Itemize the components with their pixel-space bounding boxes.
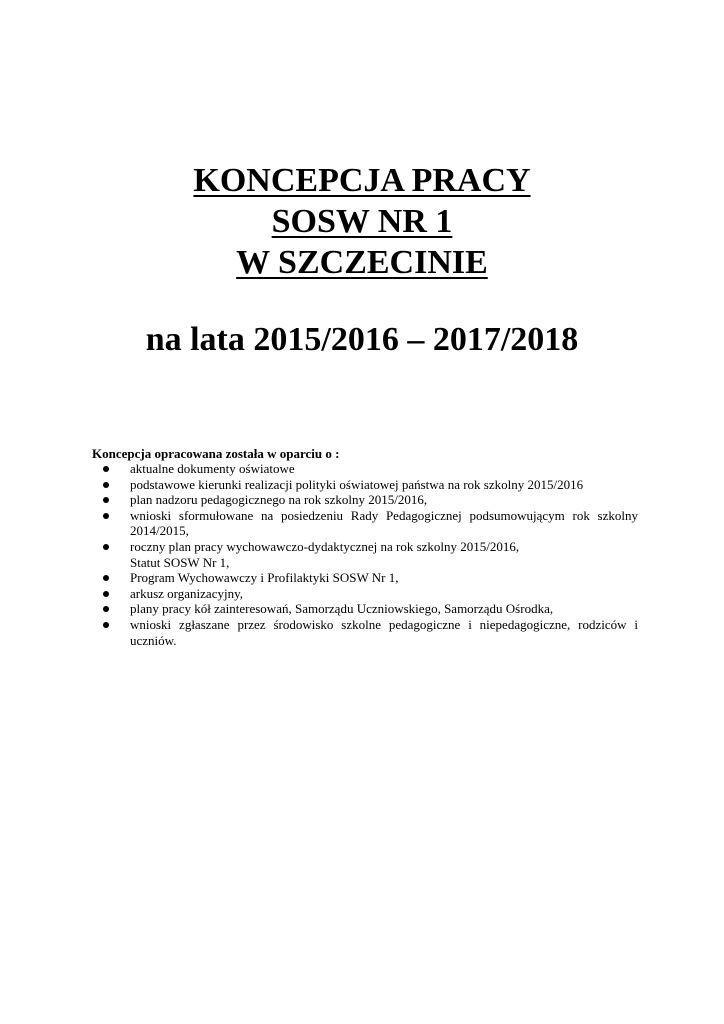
bullet-icon	[103, 466, 109, 472]
document-title	[0, 160, 724, 283]
title-line-text: KONCEPCJA PRACY	[193, 162, 531, 199]
list-item-text: podstawowe kierunki realizacji polityki oświatowej państwa na rok szkolny 2015/2016	[130, 476, 584, 492]
title-line	[0, 160, 724, 201]
list-item-text: plany pracy kół zainteresowań, Samorządu Uczniowskiego, Samorządu Ośrodka,	[130, 601, 554, 617]
list-item	[92, 570, 638, 586]
intro-heading: Koncepcja opracowana została w oparciu o :	[92, 446, 340, 461]
bullet-icon	[103, 622, 109, 628]
list-item	[92, 617, 638, 648]
list-item-text: wnioski sformułowane na posiedzeniu Rady Pedagogicznej podsumowującym rok szkolny 2014/2015,	[130, 507, 638, 539]
bullet-icon	[103, 497, 109, 503]
list-item	[92, 601, 638, 617]
list-item-text: aktualne dokumenty oświatowe	[130, 461, 295, 476]
bullet-icon	[103, 482, 109, 488]
list-item-text: roczny plan pracy wychowawczo-dydaktycznej na rok szkolny 2015/2016,	[130, 538, 520, 554]
title-line	[0, 201, 724, 242]
title-line-text: W SZCZECINIE	[236, 244, 488, 281]
list-item	[92, 508, 638, 539]
list-item-text: arkusz organizacyjny,	[130, 585, 243, 601]
list-item	[92, 586, 638, 602]
bullet-icon	[103, 544, 109, 550]
title-line	[0, 242, 724, 283]
title-line-text: SOSW NR 1	[271, 203, 453, 240]
list-item-continuation: Statut SOSW Nr 1,	[130, 554, 230, 570]
bullet-icon	[103, 606, 109, 612]
document-subtitle: na lata 2015/2016 – 2017/2018	[145, 321, 579, 358]
list-item-text: plan nadzoru pedagogicznego na rok szkolny 2015/2016,	[130, 492, 428, 508]
list-item	[92, 461, 638, 477]
basis-list	[92, 461, 638, 648]
bullet-icon	[103, 513, 109, 519]
list-item-text: Program Wychowawczy i Profilaktyki SOSW Nr 1,	[130, 570, 399, 586]
list-item-text: wnioski zgłaszane przez środowisko szkolne pedagogiczne i niepedagogiczne, rodziców i uczniów.	[130, 616, 638, 648]
bullet-icon	[103, 575, 109, 581]
list-item	[92, 492, 638, 508]
list-item	[92, 477, 638, 493]
bullet-icon	[103, 591, 109, 597]
list-item	[92, 539, 638, 570]
